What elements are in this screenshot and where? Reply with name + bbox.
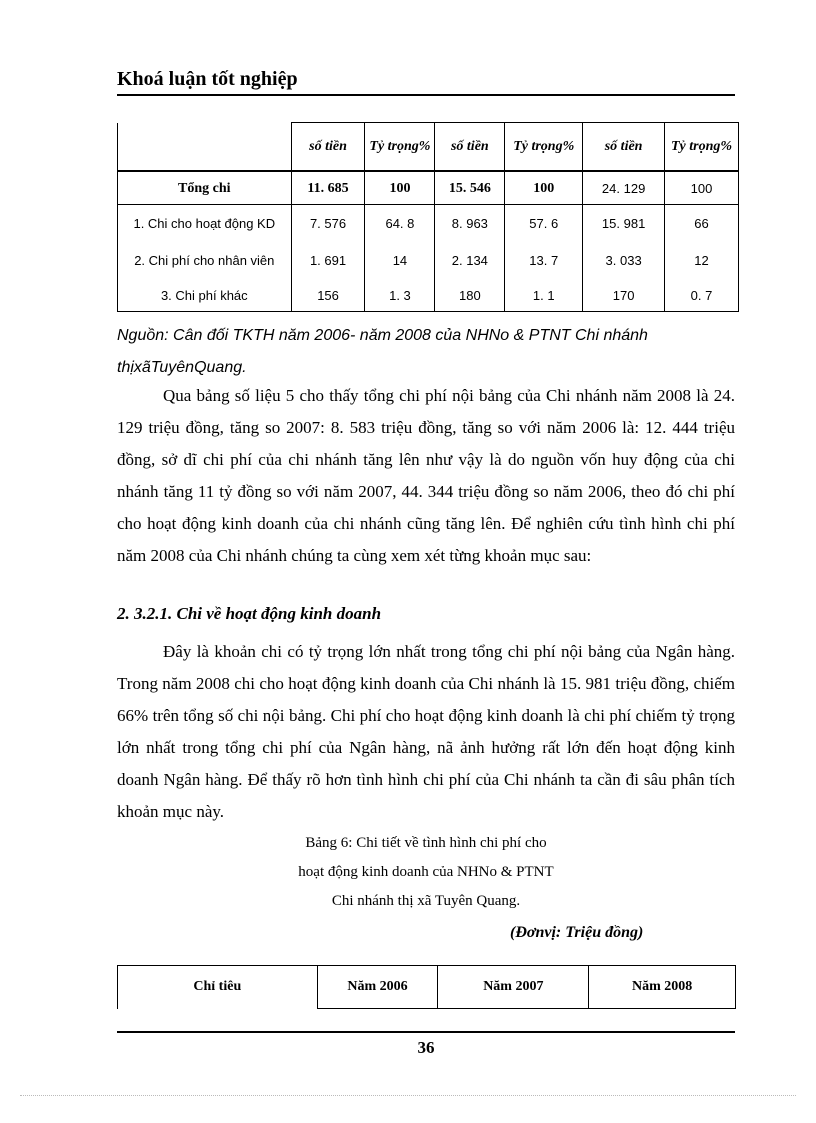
body-paragraph: Qua bảng số liệu 5 cho thấy tổng chi phí nội bảng của Chi nhánh năm 2008 là 24. 129 triệu đồng, tăng so 2007: 8. 583 triệu đồng, tăng so với năm 2006 là: 12. 444 triệu đồng, sở dĩ chi phí của chi nhánh tăng lên như vậy là do nguồn vốn huy động của chi nhánh tăng 11 tỷ đồng so với năm 2007, 44. 344 triệu đồng so năm 2006, theo đó chi phí cho hoạt động kinh doanh của chi nhánh cũng tăng lên. Để nghiên cứu tình hình chi phí năm 2008 của Chi nhánh chúng ta cùng xem xét từng khoản mục sau: [117,386,735,565]
column-header: Tỷ trọng% [505,123,583,172]
table-row [118,171,739,205]
table-cell: 11. 685 [291,171,365,205]
table-row [118,205,739,243]
body-paragraph: Đây là khoản chi có tỷ trọng lớn nhất trong tổng chi phí nội bảng của Ngân hàng. Trong năm 2008 chi cho hoạt động kinh doanh của Chi nhánh là 15. 981 triệu đồng, chiếm 66% trên tổng số chi nội bảng. Chi phí cho hoạt động kinh doanh là chi phí chiếm tỷ trọng lớn nhất trong tổng chi phí của Ngân hàng, nã ảnh hưởng rất lớn đến hoạt động kinh doanh Ngân hàng. Để thấy rõ hơn tình hình chi phí của Chi nhánh ta cần đi sâu phân tích khoản mục này. [117,642,735,821]
table-cell: 7. 576 [291,205,365,243]
table-cell: 13. 7 [505,242,583,279]
table-cell: 156 [291,279,365,312]
table-caption-line: Bảng 6: Chi tiết về tình hình chi phí cho [305,835,547,851]
column-header: số tiền [583,123,665,172]
page-header [117,64,735,96]
row-label: 1. Chi cho hoạt động KD [118,205,292,243]
table-cell: 14 [365,242,435,279]
table-cell: 57. 6 [505,205,583,243]
header-title: Khoá luận tốt nghiệp [117,68,298,90]
table-cell: 24. 129 [583,171,665,205]
page-edge-dots [20,1095,796,1096]
table-row [118,279,739,312]
unit-label: (Đơnvị: Triệu đồng) [510,924,644,941]
column-header: Chỉ tiêu [118,966,318,1009]
table-caption-line: hoạt động kinh doanh của NHNo & PTNT [298,864,554,880]
table-cell: 170 [583,279,665,312]
table-cell: 1. 3 [365,279,435,312]
table-5 [117,122,739,312]
row-label: 2. Chi phí cho nhân viên [118,242,292,279]
table-cell: 8. 963 [435,205,505,243]
row-label: Tổng chi [118,171,292,205]
table-cell: 100 [365,171,435,205]
table-cell: 100 [665,171,739,205]
column-header: Năm 2006 [317,966,438,1009]
table-header-row [118,966,736,1009]
table-header-row [118,123,739,172]
table-cell: 2. 134 [435,242,505,279]
column-header: Tỷ trọng% [665,123,739,172]
column-header: số tiền [435,123,505,172]
table-row [118,242,739,279]
table-cell: 180 [435,279,505,312]
table-cell: 1. 691 [291,242,365,279]
table-cell: 15. 981 [583,205,665,243]
table-cell: 1. 1 [505,279,583,312]
table-cell: 66 [665,205,739,243]
table-source-note: Nguồn: Cân đối TKTH năm 2006- năm 2008 của NHNo & PTNT Chi nhánh thịxãTuyênQuang. [117,327,648,376]
table-cell: 64. 8 [365,205,435,243]
section-heading: 2. 3.2.1. Chi về hoạt động kinh doanh [117,604,382,623]
table-cell: 12 [665,242,739,279]
table-6 [117,965,736,1009]
table-cell: 100 [505,171,583,205]
column-header: số tiền [291,123,365,172]
table-cell: 15. 546 [435,171,505,205]
table-caption-line: Chi nhánh thị xã Tuyên Quang. [331,893,521,909]
table-cell: 0. 7 [665,279,739,312]
row-label: 3. Chi phí khác [118,279,292,312]
footer-divider [117,1031,735,1033]
column-header: Tỷ trọng% [365,123,435,172]
page-number: 36 [417,1038,435,1057]
table-cell: 3. 033 [583,242,665,279]
column-header: Năm 2007 [438,966,589,1009]
header-blank-cell [118,123,292,172]
column-header: Năm 2008 [589,966,736,1009]
